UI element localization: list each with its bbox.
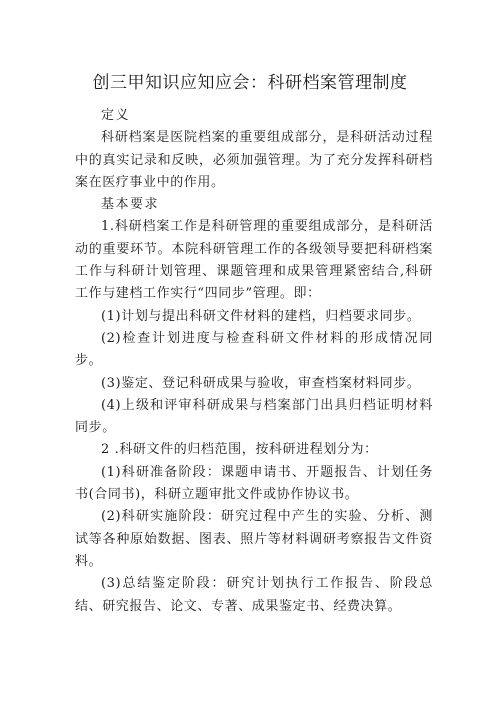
list-item: (3)鉴定、登记科研成果与验收，审查档案材料同步。 bbox=[101, 375, 421, 391]
section-heading-definition: 定义 bbox=[101, 108, 131, 123]
paragraph-requirement-2: 2 .科研文件的归档范围，按科研进程划分为： bbox=[101, 442, 378, 458]
list-item: (1)科研准备阶段：课题申请书、开题报告、计划任务书(合同书)，科研立题审批文件或协作协议书。 bbox=[75, 464, 433, 503]
section-heading-basic-requirements: 基本要求 bbox=[101, 197, 160, 213]
list-item: (2)科研实施阶段：研究过程中产生的实验、分析、测试等各种原始数据、图表、照片等材料调研考察报告文件资料。 bbox=[75, 509, 433, 569]
list-item: (3)总结鉴定阶段：研究计划执行工作报告、阶段总结、研究报告、论文、专著、成果鉴定书、经费决算。 bbox=[75, 576, 433, 614]
list-item: (4)上级和评审科研成果与档案部门出具归档证明材料同步。 bbox=[75, 397, 433, 436]
paragraph-definition: 科研档案是医院档案的重要组成部分，是科研活动过程中的真实记录和反映，必须加强管理。为了充分发挥科研档案在医疗事业中的作用。 bbox=[75, 130, 433, 190]
paragraph-requirement-1: 1.科研档案工作是科研管理的重要组成部分，是科研活动的重要环节。本院科研管理工作的各级领导要把科研档案工作与科研计划管理、课题管理和成果管理紧密结合,科研工作与建档工作实行“四同步”管理。即： bbox=[75, 219, 433, 302]
document-body bbox=[75, 105, 433, 618]
document-title: 创三甲知识应知应会：科研档案管理制度 bbox=[92, 73, 408, 93]
list-item: (2)检查计划进度与检查科研文件材料的形成情况同步。 bbox=[75, 330, 433, 369]
list-item: (1)计划与提出科研文件材料的建档，归档要求同步。 bbox=[101, 308, 421, 324]
